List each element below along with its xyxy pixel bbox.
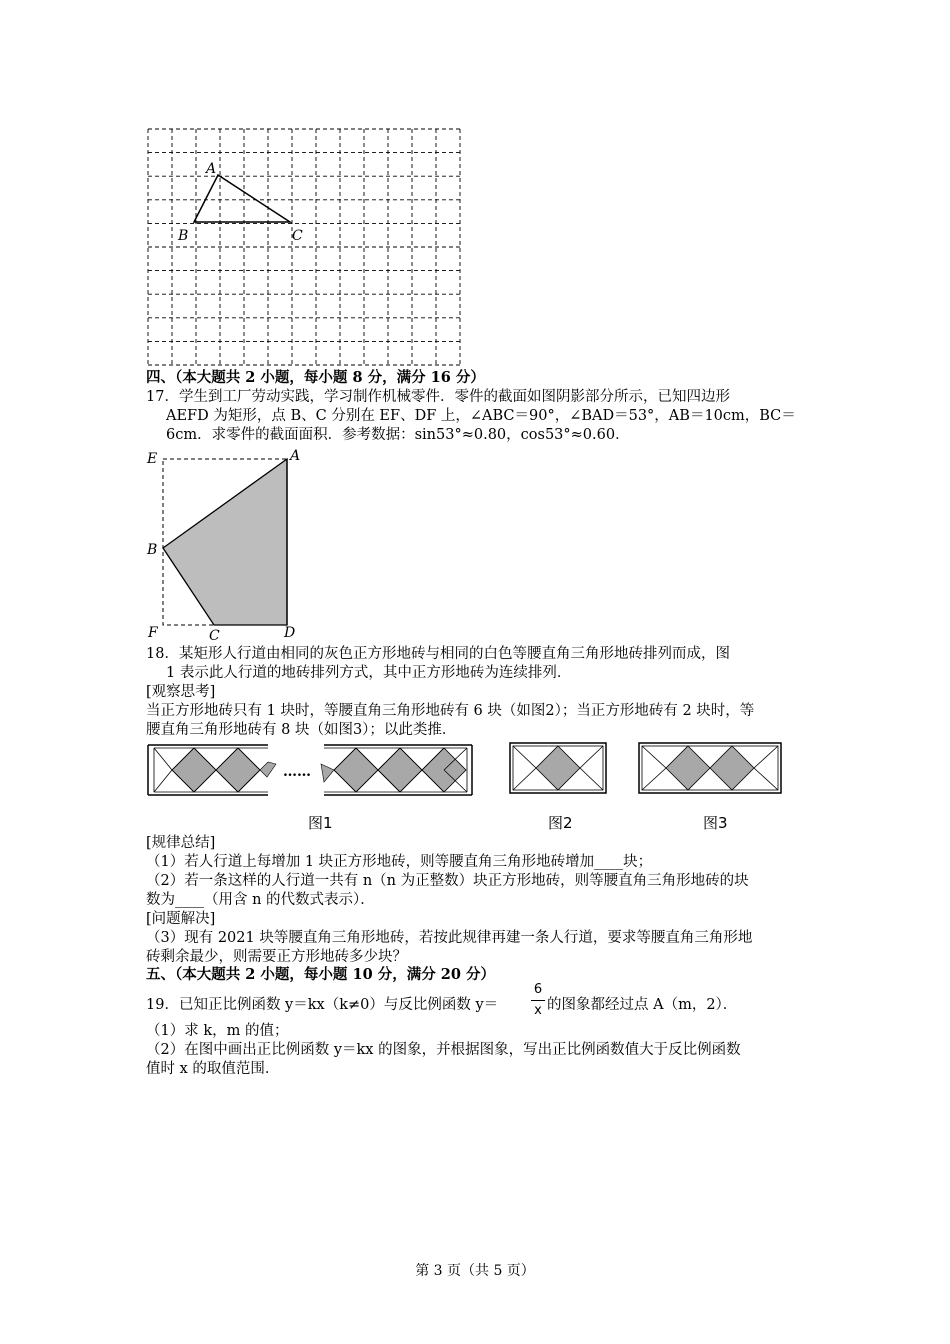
q18-obs2: 腰直角三角形地砖有 8 块（如图3）；以此类推．	[146, 722, 457, 738]
section4-heading: 四、（本大题共 2 小题，每小题 8 分，满分 16 分）	[146, 369, 485, 386]
label-f: F	[148, 625, 158, 641]
q18-solve: [问题解决]	[146, 911, 216, 927]
shaded-part	[163, 459, 287, 625]
q18-p3a: （3）现有 2021 块等腰直角三角形地砖，若按此规律再建一条人行道，要求等腰直角三角形地	[146, 930, 753, 946]
q18-rule: [规律总结]	[146, 835, 216, 851]
label-a: A	[206, 161, 217, 177]
fraction-numerator: 6	[533, 982, 543, 997]
tile-figures	[146, 740, 786, 805]
page-footer: 第 3 页（共 5 页）	[415, 1263, 535, 1279]
q18-observe: [观察思考]	[146, 684, 216, 700]
label-c: C	[209, 628, 220, 644]
fig2	[510, 743, 606, 793]
q17-line2: AEFD 为矩形，点 B、C 分别在 EF、DF 上，∠ABC＝90°，∠BAD＝53°，AB＝10cm，BC＝	[166, 408, 796, 424]
fig3	[639, 743, 781, 793]
q19-pre: 19．已知正比例函数 y＝kx（k≠0）与反比例函数 y＝	[146, 997, 499, 1013]
q18-p2b: 数为____（用含 n 的代数式表示）．	[146, 892, 375, 908]
q18-p3b: 砖剩余最少，则需要正方形地砖多少块？	[146, 949, 407, 965]
fig1-dots: ……	[283, 764, 311, 780]
q19-p1: （1）求 k，m 的值；	[146, 1023, 289, 1039]
label-b: B	[147, 542, 158, 558]
q18-line2: 1 表示此人行道的地砖排列方式，其中正方形地砖为连续排列．	[166, 665, 572, 681]
q17-figure	[146, 446, 316, 646]
q18-obs1: 当正方形地砖只有 1 块时，等腰直角三角形地砖有 6 块（如图2）；当正方形地砖有 2 块时，等	[146, 703, 755, 719]
q18-line1: 18．某矩形人行道由相同的灰色正方形地砖与相同的白色等腰直角三角形地砖排列而成，图	[146, 646, 730, 662]
label-c: C	[292, 228, 303, 244]
q19-p2b: 值时 x 的取值范围．	[146, 1061, 280, 1077]
fig1-right	[321, 745, 472, 795]
fig3-caption: 图3	[703, 814, 728, 832]
fig1-left	[148, 745, 276, 795]
label-e: E	[147, 451, 158, 467]
q17-line1: 17．学生到工厂劳动实践，学习制作机械零件．零件的截面如图阴影部分所示，已知四边形	[146, 389, 730, 405]
q19-post: 的图象都经过点 A（m，2）．	[547, 997, 738, 1013]
fraction-bar	[531, 1000, 545, 1001]
q18-p1: （1）若人行道上每增加 1 块正方形地砖，则等腰直角三角形地砖增加____块；	[146, 854, 653, 870]
label-d: D	[284, 625, 296, 641]
triangle-abc	[194, 175, 290, 222]
fraction-denominator: x	[534, 1003, 542, 1018]
q19-p2a: （2）在图中画出正比例函数 y＝kx 的图象，并根据图象，写出正比例函数值大于反比例函数	[146, 1042, 741, 1058]
q18-p2a: （2）若一条这样的人行道一共有 n（n 为正整数）块正方形地砖，则等腰直角三角形地砖的块	[146, 873, 749, 889]
fig1-caption: 图1	[308, 814, 333, 832]
label-a: A	[290, 448, 301, 464]
q17-line3: 6cm．求零件的截面面积．参考数据：sin53°≈0.80，cos53°≈0.60．	[166, 427, 630, 443]
label-b: B	[178, 228, 189, 244]
grid-triangle-figure	[146, 128, 460, 368]
fig2-caption: 图2	[548, 814, 573, 832]
section5-heading: 五、（本大题共 2 小题，每小题 10 分，满分 20 分）	[146, 966, 495, 983]
